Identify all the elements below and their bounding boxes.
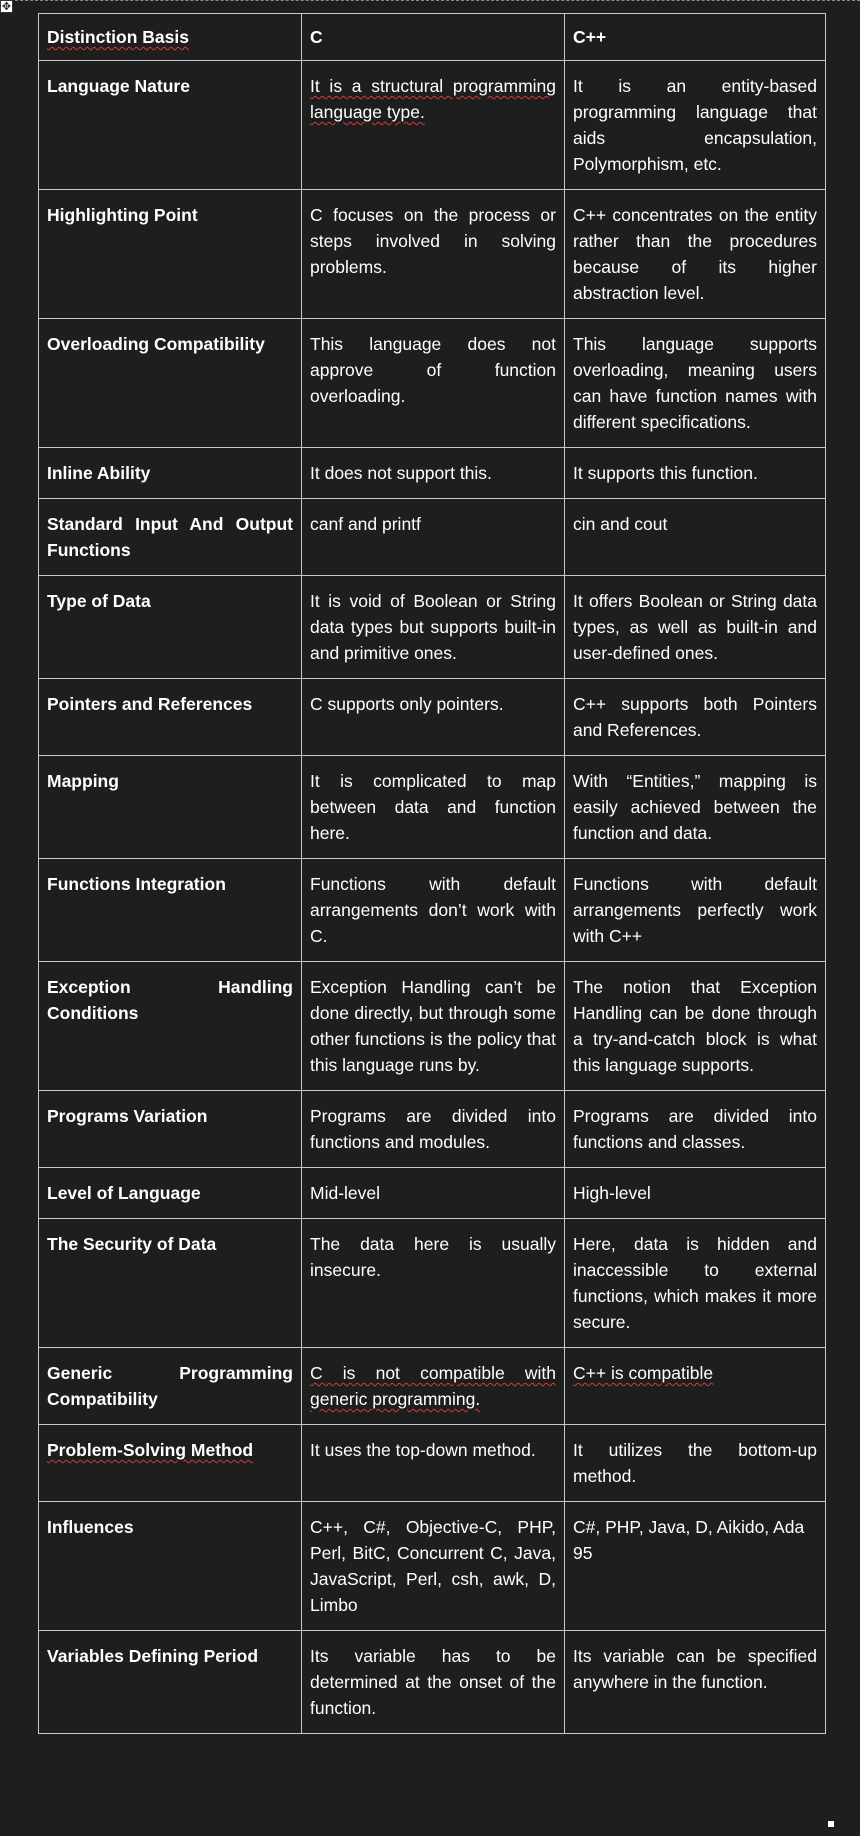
table-row <box>39 499 826 576</box>
cpp-cell[interactable]: Here, data is hidden and inaccessible to external functions, which makes it more secure. <box>565 1219 826 1348</box>
basis-cell[interactable]: Variables Defining Period <box>39 1631 302 1734</box>
c-cell[interactable]: The data here is usually insecure. <box>302 1219 565 1348</box>
basis-cell[interactable]: Type of Data <box>39 576 302 679</box>
c-cell[interactable] <box>302 1348 565 1425</box>
table-row <box>39 1348 826 1425</box>
c-cell[interactable]: Mid-level <box>302 1168 565 1219</box>
c-cell[interactable]: C supports only pointers. <box>302 679 565 756</box>
cpp-cell-text: C++ is compatible <box>573 1363 714 1383</box>
header-basis-text: Distinction Basis <box>47 27 189 47</box>
cpp-cell[interactable]: It offers Boolean or String data types, as well as built-in and user-defined ones. <box>565 576 826 679</box>
c-cell[interactable]: Its variable has to be determined at the onset of the function. <box>302 1631 565 1734</box>
basis-cell[interactable]: Programs Variation <box>39 1091 302 1168</box>
c-cell[interactable]: It uses the top-down method. <box>302 1425 565 1502</box>
header-cell-c[interactable]: C <box>302 14 565 61</box>
table-row <box>39 1631 826 1734</box>
basis-cell-text: Problem-Solving Method <box>47 1440 254 1460</box>
c-cell[interactable]: C focuses on the process or steps involved in solving problems. <box>302 190 565 319</box>
cpp-cell[interactable]: It utilizes the bottom-up method. <box>565 1425 826 1502</box>
cpp-cell[interactable]: cin and cout <box>565 499 826 576</box>
table-row <box>39 962 826 1091</box>
text-cursor-marker <box>828 1821 834 1827</box>
cpp-cell[interactable]: The notion that Exception Handling can be done through a try-and-catch block is what this language supports. <box>565 962 826 1091</box>
cpp-cell[interactable]: C++ supports both Pointers and References. <box>565 679 826 756</box>
basis-cell[interactable]: Language Nature <box>39 61 302 190</box>
cpp-cell[interactable]: This language supports overloading, meaning users can have function names with different specifications. <box>565 319 826 448</box>
basis-cell[interactable]: Exception Handling Conditions <box>39 962 302 1091</box>
c-cell[interactable]: It is complicated to map between data and function here. <box>302 756 565 859</box>
cpp-cell[interactable] <box>565 1348 826 1425</box>
table-row <box>39 319 826 448</box>
c-cell[interactable]: canf and printf <box>302 499 565 576</box>
table-row <box>39 61 826 190</box>
table-row <box>39 679 826 756</box>
c-cell[interactable]: It does not support this. <box>302 448 565 499</box>
basis-cell[interactable]: Pointers and References <box>39 679 302 756</box>
header-cell-cpp[interactable]: C++ <box>565 14 826 61</box>
basis-cell[interactable]: Standard Input And Output Functions <box>39 499 302 576</box>
c-cell-text: C is not compatible with generic programming. <box>310 1363 556 1409</box>
basis-cell[interactable]: Generic Programming Compatibility <box>39 1348 302 1425</box>
cpp-cell[interactable]: With “Entities,” mapping is easily achieved between the function and data. <box>565 756 826 859</box>
basis-cell[interactable]: Influences <box>39 1502 302 1631</box>
c-cell[interactable]: Functions with default arrangements don’t work with C. <box>302 859 565 962</box>
cpp-cell[interactable]: Programs are divided into functions and classes. <box>565 1091 826 1168</box>
c-cell[interactable]: C++, C#, Objective-C, PHP, Perl, BitC, Concurrent C, Java, JavaScript, Perl, csh, awk, D, Limbo <box>302 1502 565 1631</box>
c-cell[interactable]: It is void of Boolean or String data types but supports built-in and primitive ones. <box>302 576 565 679</box>
cpp-cell[interactable]: Its variable can be specified anywhere in the function. <box>565 1631 826 1734</box>
basis-cell[interactable]: Highlighting Point <box>39 190 302 319</box>
c-cell[interactable]: This language does not approve of function overloading. <box>302 319 565 448</box>
comparison-table <box>38 13 826 1734</box>
table-row <box>39 1091 826 1168</box>
cpp-cell[interactable]: C#, PHP, Java, D, Aikido, Ada 95 <box>565 1502 826 1631</box>
table-row <box>39 859 826 962</box>
page-top-boundary <box>0 0 860 1</box>
table-row <box>39 576 826 679</box>
basis-cell[interactable]: Functions Integration <box>39 859 302 962</box>
table-row <box>39 190 826 319</box>
c-cell[interactable]: Programs are divided into functions and modules. <box>302 1091 565 1168</box>
c-cell[interactable] <box>302 61 565 190</box>
cpp-cell[interactable]: High-level <box>565 1168 826 1219</box>
basis-cell[interactable]: Level of Language <box>39 1168 302 1219</box>
cpp-cell[interactable]: Functions with default arrangements perfectly work with C++ <box>565 859 826 962</box>
header-cell-basis[interactable] <box>39 14 302 61</box>
table-row <box>39 1425 826 1502</box>
c-cell[interactable]: Exception Handling can’t be done directly, but through some other functions is the policy that this language runs by. <box>302 962 565 1091</box>
basis-cell[interactable] <box>39 1425 302 1502</box>
table-row <box>39 1168 826 1219</box>
c-cell-text: It is a structural programming language type. <box>310 76 556 122</box>
move-arrows-icon[interactable]: ✥ <box>1 0 12 13</box>
table-row <box>39 448 826 499</box>
basis-cell[interactable]: Overloading Compatibility <box>39 319 302 448</box>
basis-cell[interactable]: Inline Ability <box>39 448 302 499</box>
table-row <box>39 1502 826 1631</box>
cpp-cell[interactable]: C++ concentrates on the entity rather than the procedures because of its higher abstraction level. <box>565 190 826 319</box>
table-row <box>39 756 826 859</box>
cpp-cell[interactable]: It is an entity-based programming language that aids encapsulation, Polymorphism, etc. <box>565 61 826 190</box>
basis-cell[interactable]: The Security of Data <box>39 1219 302 1348</box>
table-header-row <box>39 14 826 61</box>
basis-cell[interactable]: Mapping <box>39 756 302 859</box>
table-row <box>39 1219 826 1348</box>
cpp-cell[interactable]: It supports this function. <box>565 448 826 499</box>
